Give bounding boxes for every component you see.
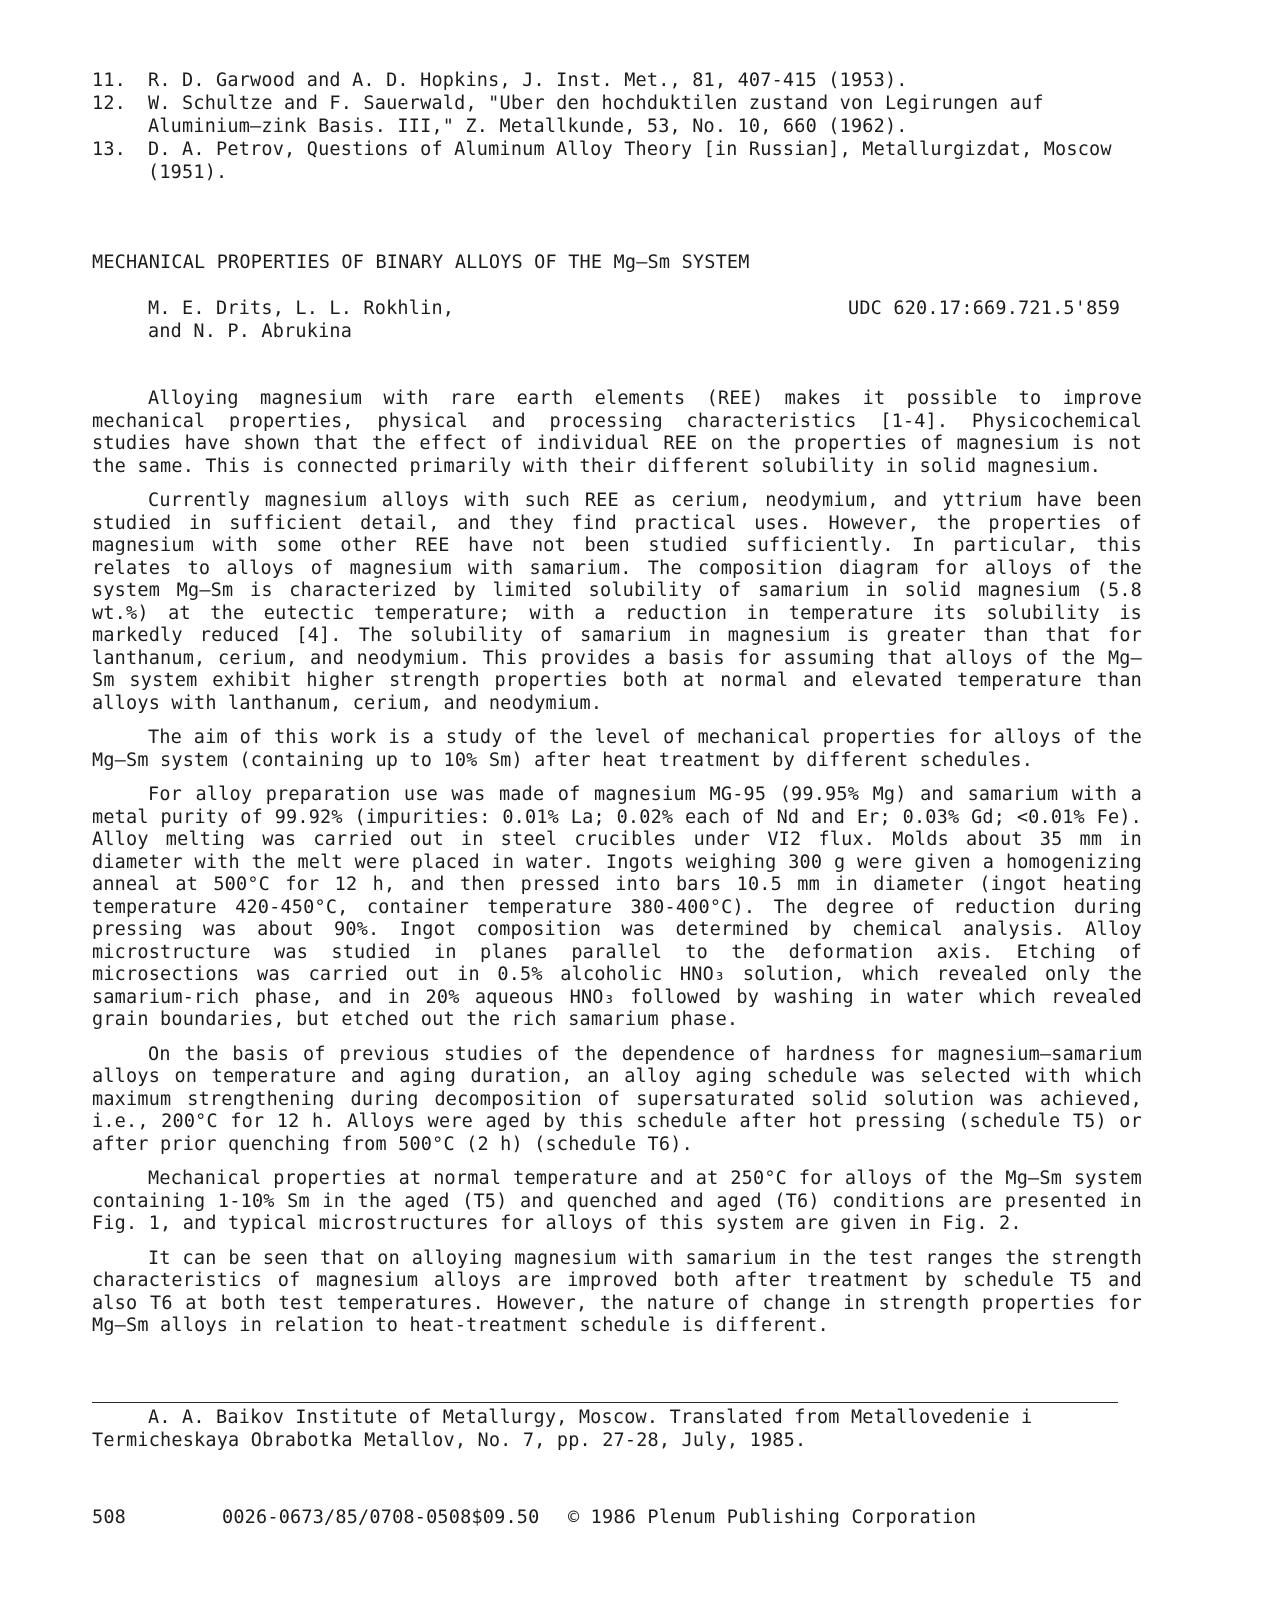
- article-authors: [148, 298, 454, 343]
- body-paragraph: For alloy preparation use was made of magnesium MG-95 (99.95% Mg) and samarium with a metal purity of 99.92% (impurities: 0.01% La; 0.02% each of Nd and Er; 0.03% Gd; <0.01% Fe). Alloy melting was carried out in steel crucibles under VI2 flux. Molds about 35 mm in diameter with the melt were placed in water. Ingots weighing 300 g were given a homogenizing anneal at 500°C for 12 h, and then pressed into bars 10.5 mm in diameter (ingot heating temperature 420-450°C, container temperature 380-400°C). The degree of reduction during pressing was about 90%. Ingot composition was determined by chemical analysis. Alloy microstructure was studied in planes parallel to the deformation axis. Etching of microsections was carried out in 0.5% alcoholic HNO₃ solution, which revealed only the samarium-rich phase, and in 20% aqueous HNO₃ followed by washing in water which revealed grain boundaries, but etched out the rich samarium phase.: [92, 784, 1142, 1030]
- body-paragraph: Mechanical properties at normal temperature and at 250°C for alloys of the Mg–Sm system containing 1-10% Sm in the aged (T5) and quenched and aged (T6) conditions are presented in Fig. 1, and typical microstructures for alloys of this system are given in Fig. 2.: [92, 1168, 1142, 1234]
- authors-line: and N. P. Abrukina: [148, 320, 353, 342]
- reference-number: 13.: [92, 139, 127, 160]
- body-paragraph: Currently magnesium alloys with such REE as cerium, neodymium, and yttrium have been studied in sufficient detail, and they find practical uses. However, the properties of magnesium with some other REE have not been studied sufficiently. In particular, this relates to alloys of magnesium with samarium. The composition diagram for alloys of the system Mg–Sm is characterized by limited solubility of samarium in solid magnesium (5.8 wt.%) at the eutectic temperature; with a reduction in temperature its solubility is markedly reduced [4]. The solubility of samarium in magnesium is greater than that for lanthanum, cerium, and neodymium. This provides a basis for assuming that alloys of the Mg–Sm system exhibit higher strength properties both at normal and elevated temperature than alloys with lanthanum, cerium, and neodymium.: [92, 490, 1142, 714]
- page-number: 508: [92, 1507, 127, 1528]
- article-body: [92, 388, 1142, 1350]
- reference-number: 12.: [92, 93, 127, 114]
- udc-code: UDC 620.17:669.721.5'859: [848, 298, 1121, 319]
- footnote-divider: [92, 1402, 1118, 1403]
- reference-text: W. Schultze and F. Sauerwald, "Uber den hochduktilen zustand von Legirungen auf Aluminium–zink Basis. III," Z. Metallkunde, 53, No. 10, 660 (1962).: [148, 93, 1044, 137]
- body-paragraph: Alloying magnesium with rare earth elements (REE) makes it possible to improve mechanical properties, physical and processing characteristics [1-4]. Physicochemical studies have shown that the effect of individual REE on the properties of magnesium is not the same. This is connected primarily with their different solubility in solid magnesium.: [92, 388, 1142, 477]
- authors-line: M. E. Drits, L. L. Rokhlin,: [148, 298, 455, 319]
- body-paragraph: It can be seen that on alloying magnesium with samarium in the test ranges the strength characteristics of magnesium alloys are improved both after treatment by schedule T5 and also T6 at both test temperatures. However, the nature of change in strength properties for Mg–Sm alloys in relation to heat-treatment schedule is different.: [92, 1247, 1142, 1336]
- body-paragraph: On the basis of previous studies of the dependence of hardness for magnesium–samarium alloys on temperature and aging duration, an alloy aging schedule was selected with which maximum strengthening during decomposition of supersaturated solid solution was achieved, i.e., 200°C for 12 h. Alloys were aged by this schedule after hot pressing (schedule T5) or after prior quenching from 500°C (2 h) (schedule T6).: [92, 1043, 1142, 1155]
- publication-code: 0026-0673/85/0708-0508$09.50: [222, 1507, 540, 1528]
- article-title: MECHANICAL PROPERTIES OF BINARY ALLOYS OF THE Mg–Sm SYSTEM: [92, 252, 750, 273]
- reference-text: D. A. Petrov, Questions of Aluminum Alloy Theory [in Russian], Metallurgizdat, Moscow (1951).: [148, 139, 1112, 183]
- reference-text: R. D. Garwood and A. D. Hopkins, J. Inst. Met., 81, 407-415 (1953).: [148, 70, 908, 91]
- footnote: A. A. Baikov Institute of Metallurgy, Moscow. Translated from Metallovedenie i Termicheskaya Obrabotka Metallov, No. 7, pp. 27-28, July, 1985.: [92, 1407, 1033, 1451]
- body-paragraph: The aim of this work is a study of the level of mechanical properties for alloys of the Mg–Sm system (containing up to 10% Sm) after heat treatment by different schedules.: [92, 727, 1142, 771]
- copyright-notice: © 1986 Plenum Publishing Corporation: [568, 1507, 977, 1528]
- reference-number: 11.: [92, 70, 127, 91]
